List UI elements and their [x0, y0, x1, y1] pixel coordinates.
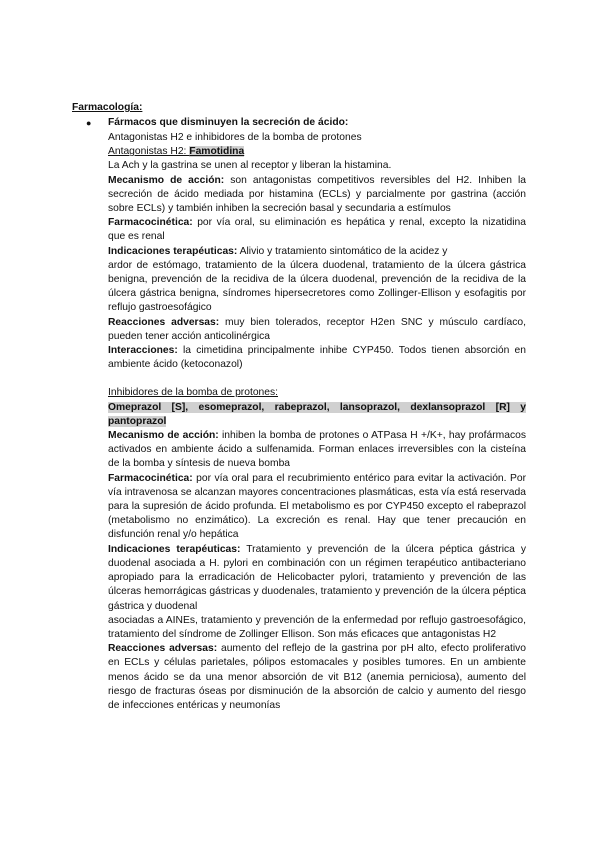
h2-inter-label: Interacciones: — [108, 345, 178, 357]
spacer — [108, 372, 526, 386]
h2-mecanismo-text: son antagonistas competitivos reversibles del H2. Inhiben la secreción de ácido mediada por histamina (ECLs) y parcialmente por gastrina (acción sobre ECLs) y también inhiben la secreción basal y secundaria a estímulos — [108, 174, 526, 215]
bullet-icon: ● — [86, 118, 92, 128]
ibp-adversas — [108, 642, 526, 713]
ibp-mecanismo — [108, 429, 526, 472]
h2-adversas — [108, 316, 526, 344]
ibp-indic-label: Indicaciones terapéuticas: — [108, 543, 241, 555]
ibp-drug-list: Omeprazol [S], esomeprazol, rabeprazol, lansoprazol, dexlansoprazol [R] y pantoprazol — [108, 401, 526, 427]
ibp-drugs — [108, 401, 526, 429]
content-body — [108, 131, 526, 713]
h2-mecanismo — [108, 174, 526, 217]
ibp-mecanismo-text: inhiben la bomba de protones o ATPasa H +/K+, hay profármacos activados en ambiente ácido a sulfenamida. Forman enlaces irreversibles con la cisteína de la bomba y síntesis de nueva bomba — [108, 430, 526, 470]
h2-indic-label: Indicaciones terapéuticas: — [108, 245, 238, 257]
h2-indicaciones-cont: ardor de estómago, tratamiento de la úlcera duodenal, tratamiento de la úlcera gástrica benigna, prevención de la recidiva de la úlcera duodenal, prevención de la recidiva de la úlcera gástrica benigna, síndromes hipersecretores como Zollinger-Ellison y esofagitis por reflujo gastroesofágico — [108, 259, 526, 314]
ibp-farmacocinetica — [108, 472, 526, 543]
ibp-indicaciones-cont: asociadas a AINEs, tratamiento y prevención de la enfermedad por reflujo gastroesofágico, tratamiento del síndrome de Zollinger Ellison. Son más eficaces que antagonistas H2 — [108, 614, 526, 640]
bullet-text: Fármacos que disminuyen la secreción de ácido: — [108, 117, 349, 128]
h2-interacciones — [108, 344, 526, 372]
h2-intro: La Ach y la gastrina se unen al receptor y liberan la histamina. — [108, 160, 392, 172]
ibp-indicaciones — [108, 543, 526, 614]
ibp-adv-label: Reacciones adversas: — [108, 643, 218, 655]
ibp-indic-text: Tratamiento y prevención de la úlcera péptica gástrica y duodenal asociada a H. pylori en combinación con un régimen terapéutico antibacteriano apropiado para la erradicación de Helicobacter pylori, tratamiento y prevención de las úlceras hemorrágicas gástricas y duodenales, tratamiento y prevención de la úlcera péptica gástrica y duodenal — [108, 543, 526, 612]
h2-drug-name: Famotidina — [189, 146, 245, 158]
h2-mecanismo-label: Mecanismo de acción: — [108, 174, 225, 186]
h2-inter-text: la cimetidina principalmente inhibe CYP450. Todos tienen absorción en ambiente ácido (ketoconazol) — [108, 345, 526, 371]
ibp-farmaco-label: Farmacocinética: — [108, 472, 193, 484]
subtitle: Antagonistas H2 e inhibidores de la bomba de protones — [108, 132, 362, 143]
h2-heading — [108, 145, 526, 159]
h2-indicaciones — [108, 245, 526, 259]
section-title: Farmacología: — [72, 102, 143, 113]
ibp-heading — [108, 386, 526, 400]
h2-adv-label: Reacciones adversas: — [108, 316, 220, 328]
h2-farmaco-label: Farmacocinética: — [108, 217, 193, 229]
ibp-heading-label: Inhibidores de la bomba de protones: — [108, 387, 279, 399]
h2-farmaco-text: por vía oral, su eliminación es hepática y renal, excepto la nizatidina que es renal — [108, 217, 526, 243]
ibp-adv-text: aumento del reflejo de la gastrina por pH alto, efecto proliferativo en ECLs y células parietales, pólipos estomacales y posibles tumores. En un ambiente menos ácido se da una menor absorción de vit B12 (anemia perniciosa), aumento del riesgo de fracturas óseas por disminución de la absorción de calcio y aumento del riesgo de infecciones entéricas y neumonías — [108, 643, 526, 711]
h2-heading-label: Antagonistas H2: — [108, 146, 190, 158]
h2-farmacocinetica — [108, 216, 526, 244]
ibp-farmaco-text: por vía oral para el recubrimiento entérico para evitar la activación. Por vía intravenosa se alcanzan mayores concentraciones plasmáticas, esta vía está reservada para la supresión de ácido profunda. El metabolismo es por CYP450 excepto el rabeprazol (metabolismo no enzimático). La excreción es renal. Hay que tener precaución en disfunción renal y/o hepática — [108, 472, 526, 541]
h2-indic-text: Alivio y tratamiento sintomático de la acidez y — [237, 245, 448, 257]
ibp-mecanismo-label: Mecanismo de acción: — [108, 430, 219, 442]
h2-adv-text: muy bien tolerados, receptor H2en SNC y músculo cardíaco, pueden tener acción anticolinérgica — [108, 316, 526, 342]
